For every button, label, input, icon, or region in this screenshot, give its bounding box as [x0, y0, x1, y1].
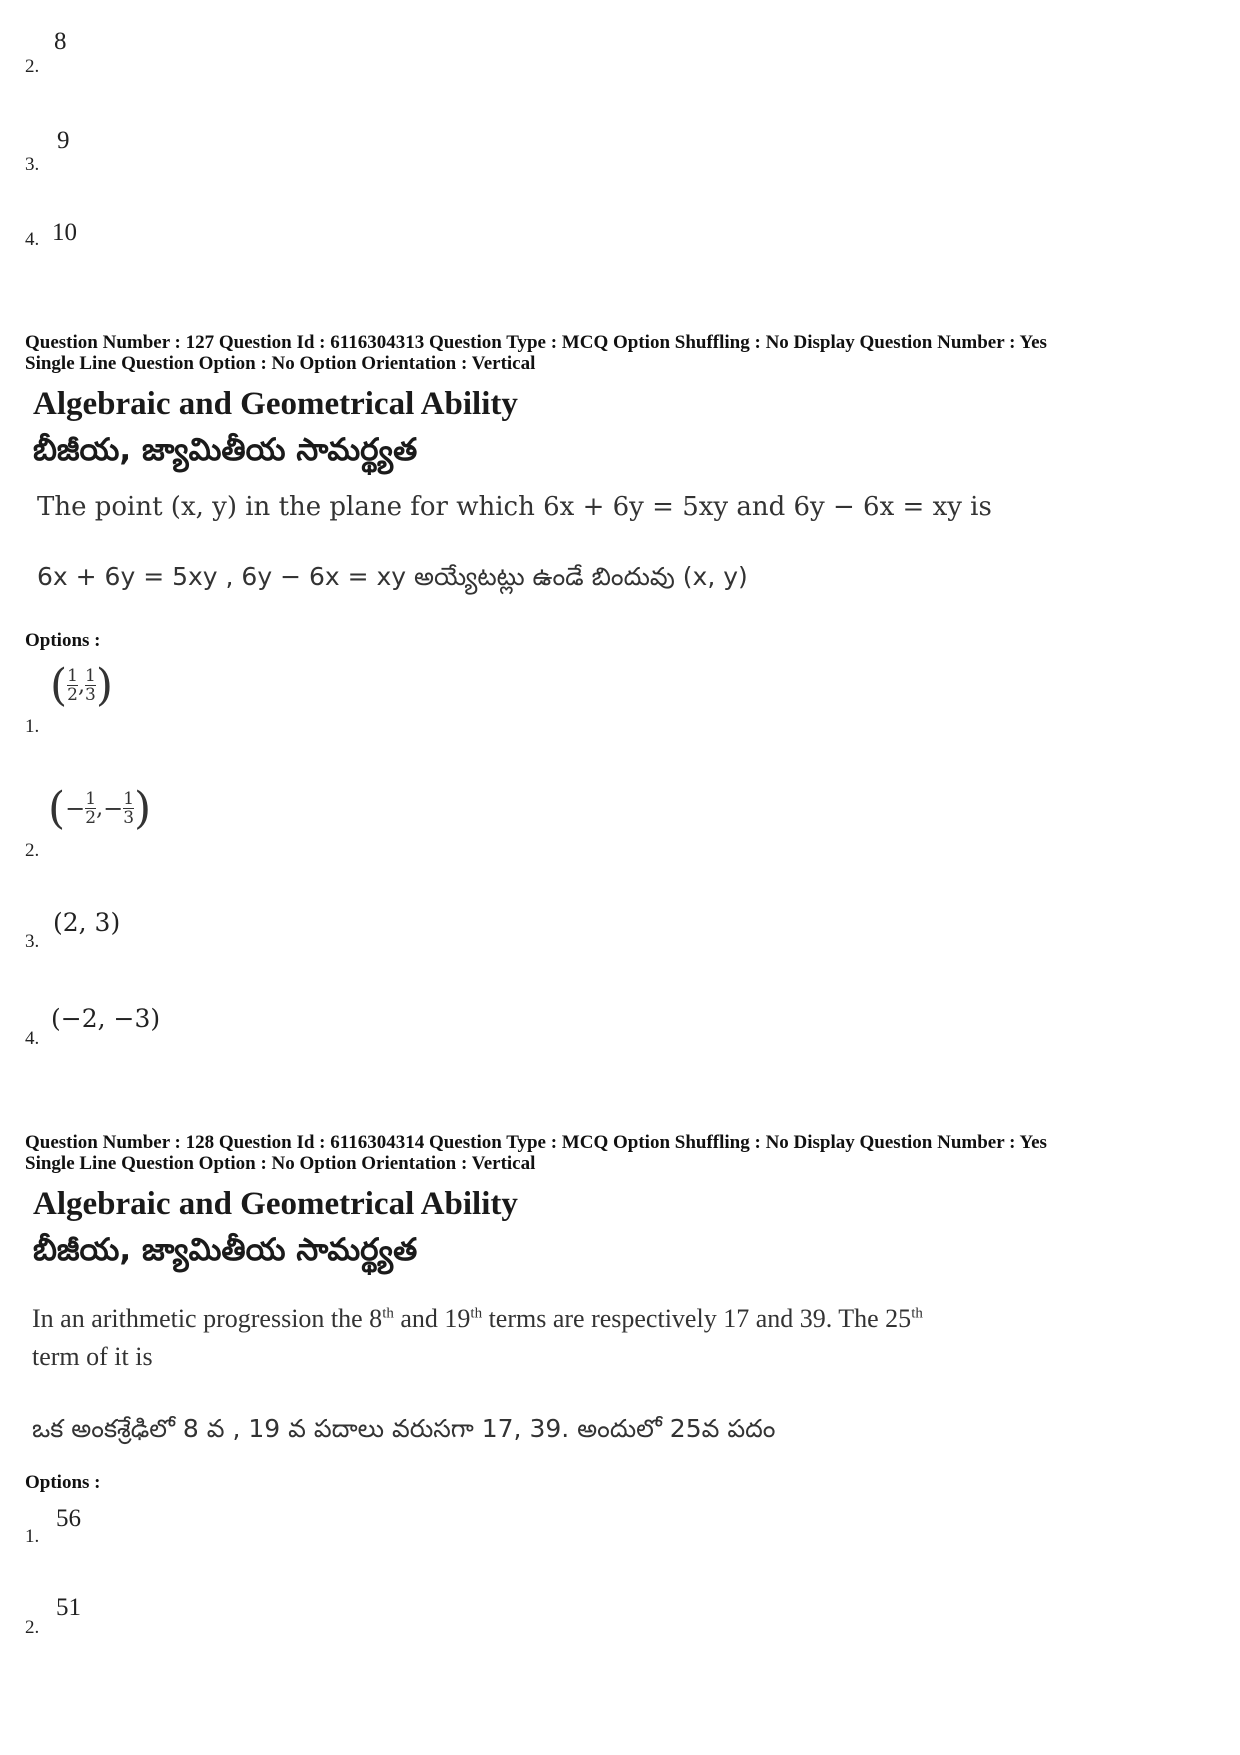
question-text-te: ఒక అంకశ్రేఢిలో 8 వ , 19 వ పదాలు వరుసగా 17, 39. అందులో 25వ పదం — [32, 1414, 776, 1443]
option-value: (−2, −3) — [51, 1004, 161, 1033]
question-text-en-continued: term of it is — [32, 1342, 153, 1371]
subject-title-te: బీజీయ, జ్యామితీయ సామర్థ్యత — [33, 432, 418, 468]
subject-title-te: బీజీయ, జ్యామితీయ సామర్థ్యత — [33, 1232, 418, 1268]
options-label: Options : — [25, 630, 101, 651]
subject-title-en: Algebraic and Geometrical Ability — [33, 386, 518, 422]
question-meta-line1: Question Number : 127 Question Id : 6116304313 Question Type : MCQ Option Shuffling : No Display Question Number : Yes — [25, 332, 1047, 353]
subject-title-en: Algebraic and Geometrical Ability — [33, 1186, 518, 1222]
option-value-fraction-pair: (− $\frac{1}{2}$ ,− $\frac{1}{3}$ ) — [48, 783, 152, 834]
options-label: Options : — [25, 1472, 101, 1493]
option-value: 51 — [56, 1594, 81, 1621]
question-text-en: In an arithmetic progression the 8th and 19th terms are respectively 17 and 39. The 25th — [32, 1304, 923, 1333]
option-number: 3. — [25, 154, 40, 175]
option-value-fraction-pair: ( $\frac{1}{2}$ , $\frac{1}{3}$ ) — [50, 660, 113, 711]
question-meta-line2: Single Line Question Option : No Option Orientation : Vertical — [25, 353, 536, 374]
option-number: 2. — [25, 56, 40, 77]
option-value: 8 — [54, 28, 67, 55]
option-number: 2. — [25, 1617, 40, 1638]
option-value: 10 — [52, 219, 77, 246]
question-text-te: 6x + 6y = 5xy , 6y − 6x = xy అయ్యేటట్లు ఉండే బిందువు (x, y) — [37, 562, 748, 591]
option-number: 1. — [25, 1526, 40, 1547]
question-text-en: The point (x, y) in the plane for which 6x + 6y = 5xy and 6y − 6x = xy is — [37, 492, 992, 522]
option-number: 3. — [25, 931, 40, 952]
question-meta-line1: Question Number : 128 Question Id : 6116304314 Question Type : MCQ Option Shuffling : No Display Question Number : Yes — [25, 1132, 1047, 1153]
option-number: 2. — [25, 840, 40, 861]
option-number: 4. — [25, 229, 40, 250]
option-value: 9 — [57, 127, 70, 154]
option-value: (2, 3) — [53, 908, 121, 937]
option-value: 56 — [56, 1505, 81, 1532]
question-meta-line2: Single Line Question Option : No Option Orientation : Vertical — [25, 1153, 536, 1174]
option-number: 4. — [25, 1028, 40, 1049]
option-number: 1. — [25, 716, 40, 737]
